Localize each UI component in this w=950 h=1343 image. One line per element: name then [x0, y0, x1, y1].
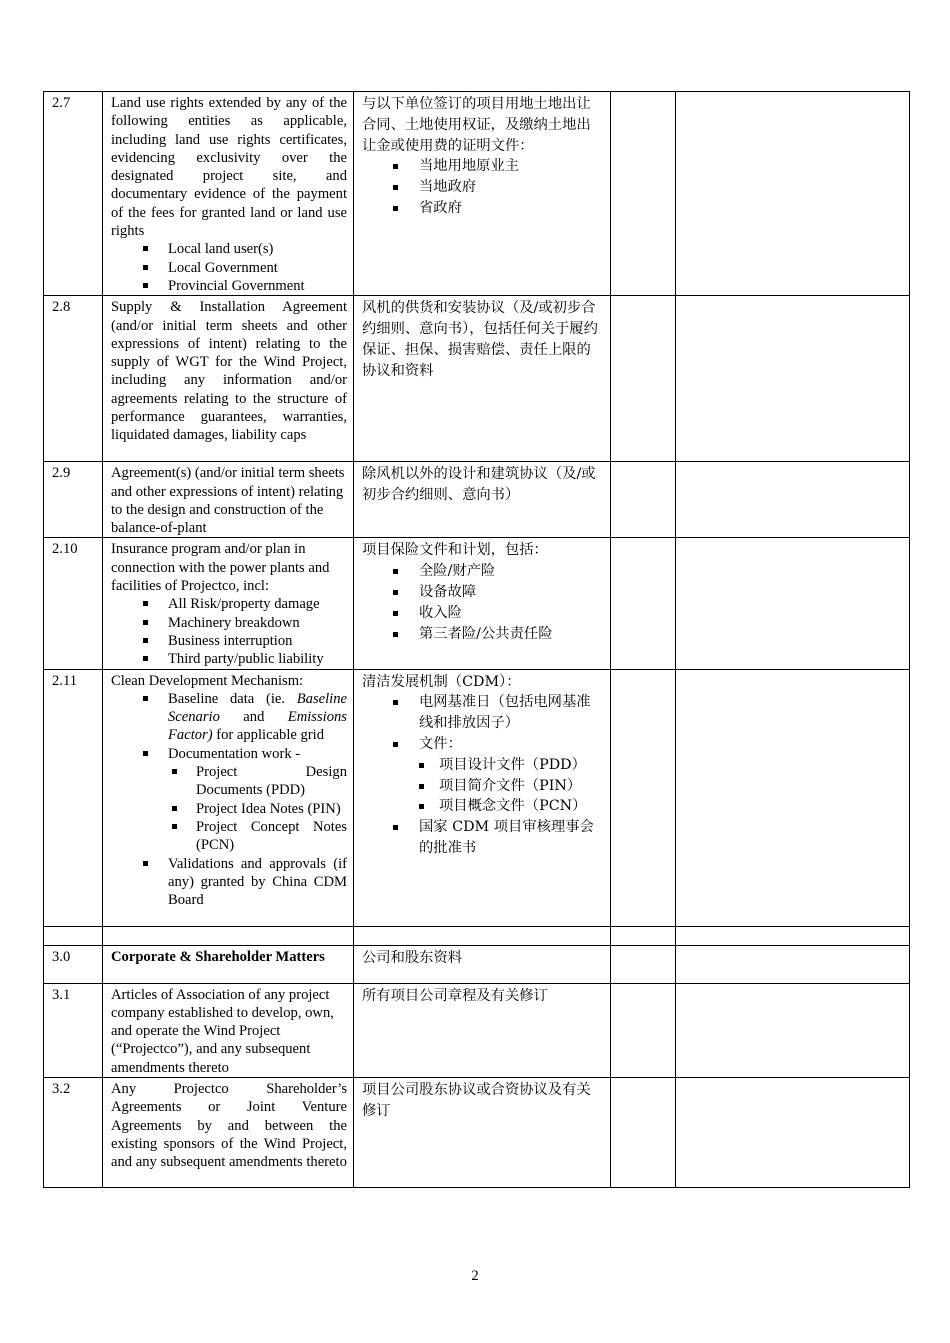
empty-cell	[354, 926, 611, 945]
list-item: 省政府	[391, 198, 604, 219]
english-description	[103, 92, 354, 296]
description-text: Insurance program and/or plan in connection with the power plants and facilities of Projectco, incl:	[111, 541, 330, 595]
empty-cell	[676, 462, 910, 538]
empty-cell	[44, 926, 103, 945]
empty-cell	[676, 945, 910, 983]
bullet-list	[362, 156, 604, 218]
empty-cell	[676, 669, 910, 926]
list-item-text: 文件：	[419, 735, 462, 752]
bullet-list	[111, 690, 347, 910]
list-item: 收入险	[391, 603, 604, 624]
list-item: 第三者险/公共责任险	[391, 624, 604, 645]
table-row	[44, 1078, 910, 1188]
table-row	[44, 538, 910, 669]
description-text: 与以下单位签订的项目用地土地出让合同、土地使用权证，及缴纳土地出让金或使用费的证明文件：	[362, 96, 591, 154]
chinese-description: 除风机以外的设计和建筑协议（及/或初步合约细则、意向书）	[354, 462, 611, 538]
empty-cell	[676, 1078, 910, 1188]
chinese-description	[354, 538, 611, 669]
empty-cell	[676, 983, 910, 1077]
empty-cell	[611, 983, 676, 1077]
bullet-list	[111, 240, 347, 295]
text-run: Baseline data (ie.	[168, 690, 297, 707]
table-row	[44, 945, 910, 983]
list-item: 当地政府	[391, 177, 604, 198]
empty-cell	[611, 538, 676, 669]
list-item: 国家 CDM 项目审核理事会的批准书	[391, 817, 604, 859]
empty-cell	[611, 945, 676, 983]
bullet-list	[362, 692, 604, 858]
list-item: 当地用地原业主	[391, 156, 604, 177]
description-text: Land use rights extended by any of the following entities as applicable, including land use rights certificates, evidencing exclusivity over the designated project site, and documentary evidence of the payment of the fees for granted land or land use rights	[111, 95, 347, 240]
table-row	[44, 296, 910, 462]
bullet-list	[111, 595, 347, 668]
row-number: 3.1	[44, 983, 103, 1077]
english-description	[103, 669, 354, 926]
chinese-description: 所有项目公司章程及有关修订	[354, 983, 611, 1077]
bullet-list	[362, 561, 604, 644]
table-row	[44, 926, 910, 945]
empty-cell	[611, 462, 676, 538]
list-item	[391, 734, 604, 817]
chinese-description	[354, 92, 611, 296]
list-item	[141, 745, 347, 855]
list-item: 设备故障	[391, 582, 604, 603]
empty-cell	[676, 926, 910, 945]
chinese-description: 项目公司股东协议或合资协议及有关修订	[354, 1078, 611, 1188]
table-row	[44, 983, 910, 1077]
text-run: and	[219, 709, 288, 726]
english-description: Articles of Association of any project company established to develop, own, and operate the Wind Project (“Projectco”), and any subsequent amendments thereto	[103, 983, 354, 1077]
table-row	[44, 669, 910, 926]
english-description: Supply & Installation Agreement (and/or initial term sheets and other expressions of intent) relating to the supply of WGT for the Wind Project, including any information and/or agreements relating to the structure of performance guarantees, warranties, liquidated damages, liability caps	[103, 296, 354, 462]
row-number: 2.11	[44, 669, 103, 926]
empty-cell	[676, 92, 910, 296]
table-row	[44, 462, 910, 538]
sub-list-item: Project Idea Notes (PIN)	[168, 800, 347, 818]
empty-cell	[103, 926, 354, 945]
chinese-description	[354, 669, 611, 926]
empty-cell	[611, 92, 676, 296]
chinese-description: 风机的供货和安装协议（及/或初步合约细则、意向书），包括任何关于履约保证、担保、损害赔偿、责任上限的协议和资料	[354, 296, 611, 462]
sub-list-item: Project Concept Notes (PCN)	[168, 818, 347, 855]
row-number: 2.7	[44, 92, 103, 296]
list-item: 全险/财产险	[391, 561, 604, 582]
list-item	[141, 690, 347, 745]
row-number: 2.9	[44, 462, 103, 538]
text-run: for applicable grid	[212, 727, 325, 744]
sub-bullet-list	[168, 763, 347, 854]
list-item: 电网基准日（包括电网基准线和排放因子）	[391, 692, 604, 734]
sub-list-item: 项目简介文件（PIN）	[419, 776, 604, 797]
english-description	[103, 538, 354, 669]
list-item: Provincial Government	[141, 277, 347, 295]
empty-cell	[611, 1078, 676, 1188]
sub-list-item: 项目设计文件（PDD）	[419, 755, 604, 776]
list-item: Business interruption	[141, 632, 347, 650]
row-number: 3.0	[44, 945, 103, 983]
empty-cell	[676, 538, 910, 669]
section-heading: Corporate & Shareholder Matters	[103, 945, 354, 983]
list-item-text: Documentation work -	[168, 745, 301, 762]
empty-cell	[611, 669, 676, 926]
row-number: 2.10	[44, 538, 103, 669]
description-text: Clean Development Mechanism:	[111, 672, 304, 689]
empty-cell	[676, 296, 910, 462]
sub-list-item: 项目概念文件（PCN）	[419, 796, 604, 817]
sub-list-item: Project Design Documents (PDD)	[168, 763, 347, 800]
list-item: Local Government	[141, 259, 347, 277]
table-row	[44, 92, 910, 296]
description-text: 清洁发展机制（CDM）：	[362, 673, 521, 690]
list-item: Third party/public liability	[141, 650, 347, 668]
description-text: 项目保险文件和计划，包括：	[362, 542, 548, 559]
row-number: 2.8	[44, 296, 103, 462]
english-description: Agreement(s) (and/or initial term sheets and other expressions of intent) relating to the design and construction of the balance-of-plant	[103, 462, 354, 538]
empty-cell	[611, 926, 676, 945]
list-item: Validations and approvals (if any) granted by China CDM Board	[141, 855, 347, 910]
sub-bullet-list	[419, 755, 604, 817]
italic-term: Baseline Scenario	[168, 690, 347, 726]
page-number: 2	[471, 1268, 479, 1284]
document-table	[43, 91, 910, 1188]
italic-term: Emissions Factor)	[168, 709, 347, 744]
list-item: All Risk/property damage	[141, 595, 347, 613]
empty-cell	[611, 296, 676, 462]
chinese-description: 公司和股东资料	[354, 945, 611, 983]
list-item: Local land user(s)	[141, 240, 347, 258]
row-number: 3.2	[44, 1078, 103, 1188]
english-description: Any Projectco Shareholder’s Agreements or Joint Venture Agreements by and between the existing sponsors of the Wind Project, and any subsequent amendments thereto	[103, 1078, 354, 1188]
list-item: Machinery breakdown	[141, 614, 347, 632]
